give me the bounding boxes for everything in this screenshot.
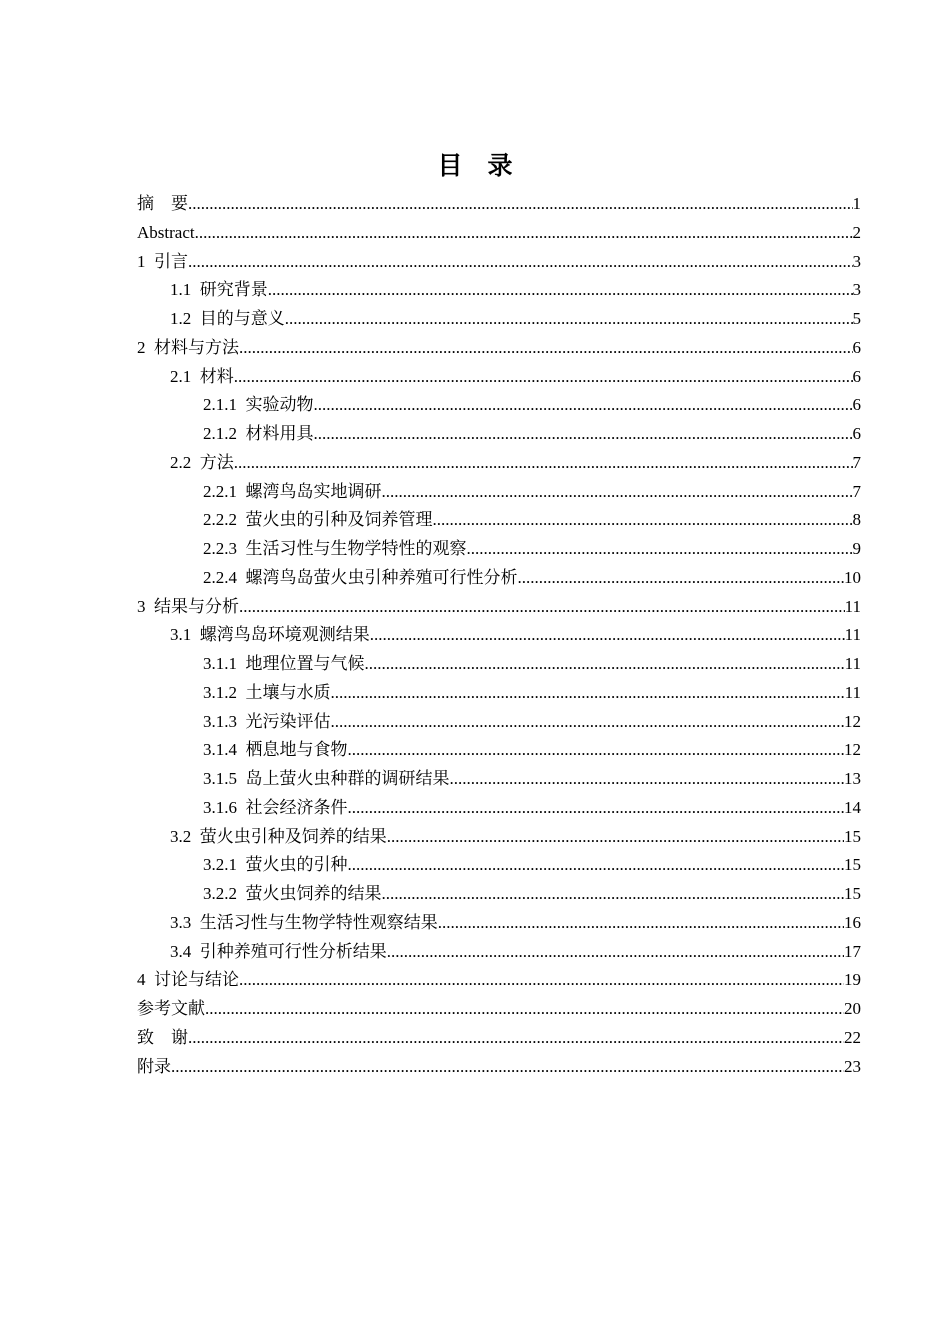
toc-entry-label: 3.1.6 社会经济条件 [203, 797, 348, 817]
toc-entry-page-number: 7 [852, 452, 861, 472]
toc-entry-label: 3.2.1 萤火虫的引种 [203, 855, 348, 875]
toc-entry[interactable] [137, 593, 861, 622]
toc-entry[interactable] [137, 938, 861, 967]
toc-leader-dots [205, 995, 844, 1024]
toc-entry-page-number: 1 [852, 194, 861, 213]
toc-entry[interactable] [137, 478, 861, 507]
toc-entry-label: 2.1 材料 [170, 366, 234, 386]
toc-entry-label: 3.2.2 萤火虫饲养的结果 [203, 884, 382, 903]
toc-entry-page-number: 14 [844, 797, 861, 817]
toc-entry[interactable] [137, 909, 861, 938]
toc-entry[interactable] [137, 794, 861, 823]
toc-entry-page-number: 6 [852, 366, 861, 386]
toc-leader-dots [239, 593, 845, 622]
toc-entry[interactable] [137, 995, 861, 1024]
toc-leader-dots [268, 276, 853, 305]
toc-entry-label: 3.2 萤火虫引种及饲养的结果 [170, 826, 387, 846]
toc-entry[interactable] [137, 621, 861, 650]
toc-entry-page-number: 2 [852, 222, 861, 242]
toc-entry-page-number: 6 [852, 337, 861, 357]
toc-entry[interactable] [137, 765, 861, 794]
toc-entry-page-number: 15 [844, 884, 861, 903]
toc-entry[interactable] [137, 736, 861, 765]
toc-entry-label: 1.2 目的与意义 [170, 309, 285, 328]
toc-entry-label: 2.2.1 螺湾鸟岛实地调研 [203, 481, 382, 501]
toc-leader-dots [348, 851, 845, 880]
toc-entry-label: 3.1.1 地理位置与气候 [203, 654, 365, 673]
toc-leader-dots [518, 564, 845, 593]
toc-leader-dots [438, 909, 844, 938]
toc-entry-label: 3.4 引种养殖可行性分析结果 [170, 941, 387, 961]
toc-entry[interactable] [137, 506, 861, 535]
toc-entry-label: 3.1.2 土壤与水质 [203, 682, 331, 702]
toc-entry[interactable] [137, 679, 861, 708]
toc-entry[interactable] [137, 334, 861, 363]
toc-entry-label: 4 讨论与结论 [137, 970, 239, 990]
toc-leader-dots [285, 305, 853, 334]
toc-entry-page-number: 6 [852, 395, 861, 415]
toc-entry-page-number: 11 [844, 682, 861, 702]
toc-leader-dots [370, 621, 845, 650]
toc-entry-label: 3.3 生活习性与生物学特性观察结果 [170, 912, 438, 932]
toc-entry-label: 1.1 研究背景 [170, 280, 268, 300]
toc-entry-label: 附录 [137, 1056, 171, 1076]
toc-leader-dots [171, 1053, 844, 1082]
toc-entry-page-number: 11 [844, 596, 861, 616]
table-of-contents [137, 190, 861, 1081]
toc-entry-page-number: 6 [852, 424, 861, 443]
toc-entry-page-number: 10 [844, 567, 861, 587]
toc-entry[interactable] [137, 564, 861, 593]
toc-entry-label: 3.1.3 光污染评估 [203, 711, 331, 731]
toc-leader-dots [348, 794, 845, 823]
toc-entry-page-number: 23 [844, 1056, 861, 1076]
toc-leader-dots [348, 736, 845, 765]
toc-entry-label: 摘 要 [137, 194, 188, 213]
toc-leader-dots [365, 650, 845, 679]
toc-entry[interactable] [137, 305, 861, 334]
toc-leader-dots [234, 449, 853, 478]
toc-leader-dots [382, 478, 853, 507]
toc-entry[interactable] [137, 708, 861, 737]
toc-entry-page-number: 3 [852, 251, 861, 271]
toc-leader-dots [239, 334, 853, 363]
toc-entry-page-number: 15 [844, 855, 861, 875]
toc-leader-dots [387, 938, 844, 967]
toc-entry-label: 3.1.4 栖息地与食物 [203, 740, 348, 760]
toc-entry[interactable] [137, 248, 861, 277]
toc-entry-label: 2.2.2 萤火虫的引种及饲养管理 [203, 510, 433, 530]
toc-entry-label: 2.2 方法 [170, 452, 234, 472]
toc-entry-page-number: 7 [852, 481, 861, 501]
toc-entry-label: 3.1 螺湾鸟岛环境观测结果 [170, 625, 370, 645]
toc-entry-page-number: 12 [844, 711, 861, 731]
toc-entry-label: 2 材料与方法 [137, 337, 239, 357]
toc-leader-dots [188, 248, 853, 277]
page-title: 目 录 [437, 151, 513, 180]
toc-entry-label: 3.1.5 岛上萤火虫种群的调研结果 [203, 769, 450, 788]
toc-leader-dots [433, 506, 853, 535]
toc-leader-dots [467, 535, 853, 564]
toc-entry-page-number: 5 [852, 309, 861, 328]
toc-leader-dots [195, 219, 853, 248]
toc-leader-dots [234, 363, 853, 392]
toc-leader-dots [239, 966, 844, 995]
toc-entry-page-number: 8 [852, 510, 861, 530]
toc-entry[interactable] [137, 219, 861, 248]
toc-entry[interactable] [137, 363, 861, 392]
toc-entry-page-number: 9 [852, 539, 861, 558]
toc-entry[interactable] [137, 823, 861, 852]
toc-entry[interactable] [137, 966, 861, 995]
toc-entry-label: 2.1.2 材料用具 [203, 424, 314, 443]
toc-entry-label: 2.2.3 生活习性与生物学特性的观察 [203, 539, 467, 558]
toc-entry[interactable] [137, 449, 861, 478]
toc-entry[interactable] [137, 1053, 861, 1082]
toc-entry-page-number: 22 [844, 1027, 861, 1047]
toc-entry[interactable] [137, 650, 861, 679]
toc-entry[interactable] [137, 276, 861, 305]
toc-entry[interactable] [137, 190, 861, 219]
toc-entry-page-number: 17 [844, 941, 861, 961]
toc-entry-label: 1 引言 [137, 251, 188, 271]
toc-entry-label: Abstract [137, 222, 195, 242]
toc-entry-page-number: 3 [852, 280, 861, 300]
toc-leader-dots [331, 708, 845, 737]
toc-entry[interactable] [137, 391, 861, 420]
toc-entry-page-number: 20 [844, 999, 861, 1018]
toc-leader-dots [382, 880, 845, 909]
toc-entry-page-number: 13 [844, 769, 861, 788]
toc-leader-dots [450, 765, 845, 794]
toc-entry-page-number: 11 [844, 654, 861, 673]
toc-entry[interactable] [137, 1024, 861, 1053]
toc-leader-dots [314, 391, 853, 420]
toc-entry-label: 2.2.4 螺湾鸟岛萤火虫引种养殖可行性分析 [203, 567, 518, 587]
toc-entry[interactable] [137, 535, 861, 564]
toc-entry-page-number: 15 [844, 826, 861, 846]
toc-leader-dots [188, 1024, 844, 1053]
toc-entry-label: 参考文献 [137, 999, 205, 1018]
toc-leader-dots [331, 679, 845, 708]
toc-entry-label: 2.1.1 实验动物 [203, 395, 314, 415]
toc-entry-page-number: 12 [844, 740, 861, 760]
toc-entry[interactable] [137, 420, 861, 449]
toc-leader-dots [314, 420, 853, 449]
toc-entry-page-number: 11 [844, 625, 861, 645]
toc-entry[interactable] [137, 880, 861, 909]
toc-leader-dots [387, 823, 844, 852]
toc-entry-page-number: 16 [844, 912, 861, 932]
toc-entry[interactable] [137, 851, 861, 880]
toc-leader-dots [188, 190, 853, 219]
toc-entry-label: 致 谢 [137, 1027, 188, 1047]
toc-entry-page-number: 19 [844, 970, 861, 990]
toc-entry-label: 3 结果与分析 [137, 596, 239, 616]
